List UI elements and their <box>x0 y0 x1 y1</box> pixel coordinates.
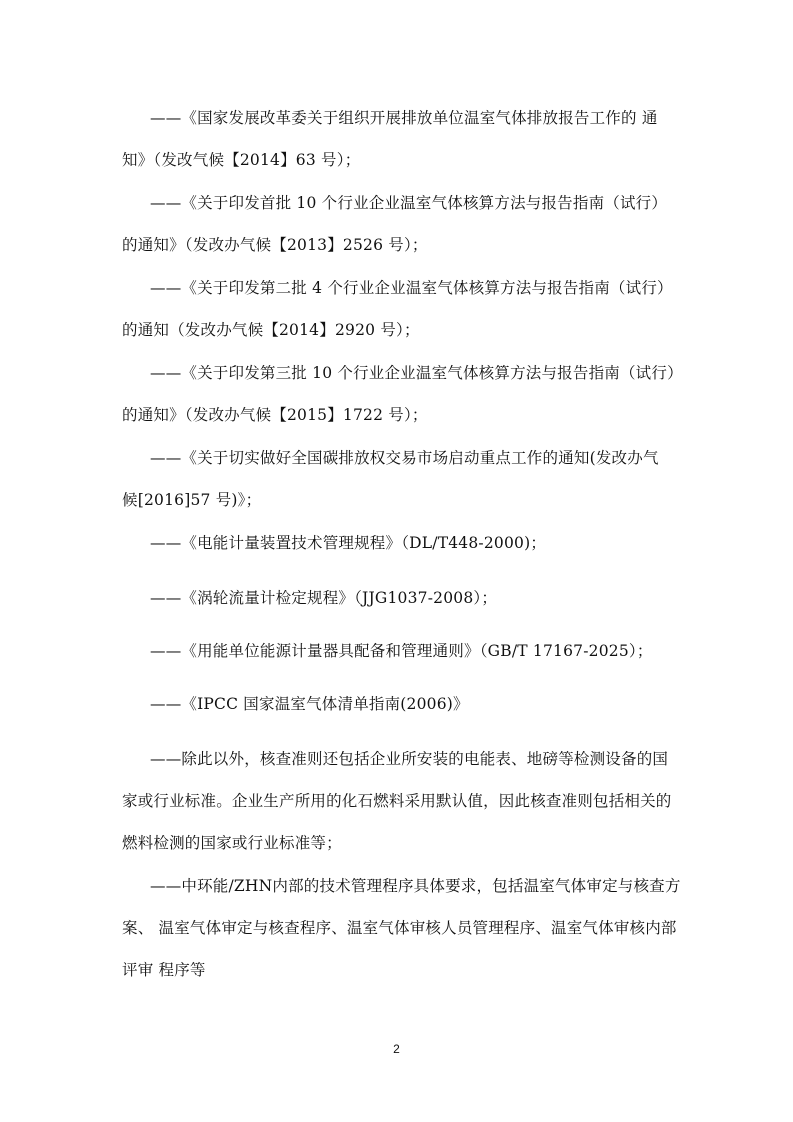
entry-4-line-1: ——《关于印发第三批 10 个行业企业温室气体核算方法与报告指南（试行） <box>150 364 683 382</box>
entry-4-line-2: 的通知》（发改办气候【2015】1722 号）； <box>122 406 428 424</box>
entry-7-line-1: ——《涡轮流量计检定规程》（JJG1037-2008）； <box>150 589 498 607</box>
entry-6-line-1: ——《电能计量装置技术管理规程》（DL/T448-2000)； <box>150 534 547 552</box>
entry-10-line-3: 燃料检测的国家或行业标准等； <box>122 834 342 852</box>
entry-11-line-3: 评审 程序等 <box>122 961 206 979</box>
entry-5-line-2: 候[2016]57 号)》； <box>122 491 262 509</box>
entry-1-line-2: 知》（发改气候【2014】63 号）； <box>122 151 361 169</box>
entry-3-line-1: ——《关于印发第二批 4 个行业企业温室气体核算方法与报告指南（试行） <box>150 279 673 297</box>
entry-2-line-2: 的通知》（发改办气候【2013】2526 号）； <box>122 236 428 254</box>
entry-8-line-1: ——《用能单位能源计量器具配备和管理通则》（GB/T 17167-2025）； <box>150 642 653 660</box>
entry-3-line-2: 的通知（发改办气候【2014】2920 号）； <box>122 321 420 339</box>
entry-9-line-1: ——《IPCC 国家温室气体清单指南(2006)》 <box>150 695 469 713</box>
entry-1-line-1: ——《国家发展改革委关于组织开展排放单位温室气体排放报告工作的 通 <box>150 109 658 127</box>
entry-10-line-2: 家或行业标准。企业生产所用的化石燃料采用默认值，因此核查准则包括相关的 <box>122 792 672 810</box>
entry-2-line-1: ——《关于印发首批 10 个行业企业温室气体核算方法与报告指南（试行） <box>150 194 668 212</box>
entry-10-line-1: ——除此以外，核查准则还包括企业所安装的电能表、地磅等检测设备的国 <box>150 750 669 768</box>
entry-11-line-2: 案、 温室气体审定与核查程序、温室气体审核人员管理程序、温室气体审核内部 <box>122 919 677 937</box>
page-number: 2 <box>393 1042 400 1056</box>
entry-5-line-1: ——《关于切实做好全国碳排放权交易市场启动重点工作的通知(发改办气 <box>150 449 659 467</box>
entry-11-line-1: ——中环能/ZHN内部的技术管理程序具体要求，包括温室气体审定与核查方 <box>150 877 681 895</box>
